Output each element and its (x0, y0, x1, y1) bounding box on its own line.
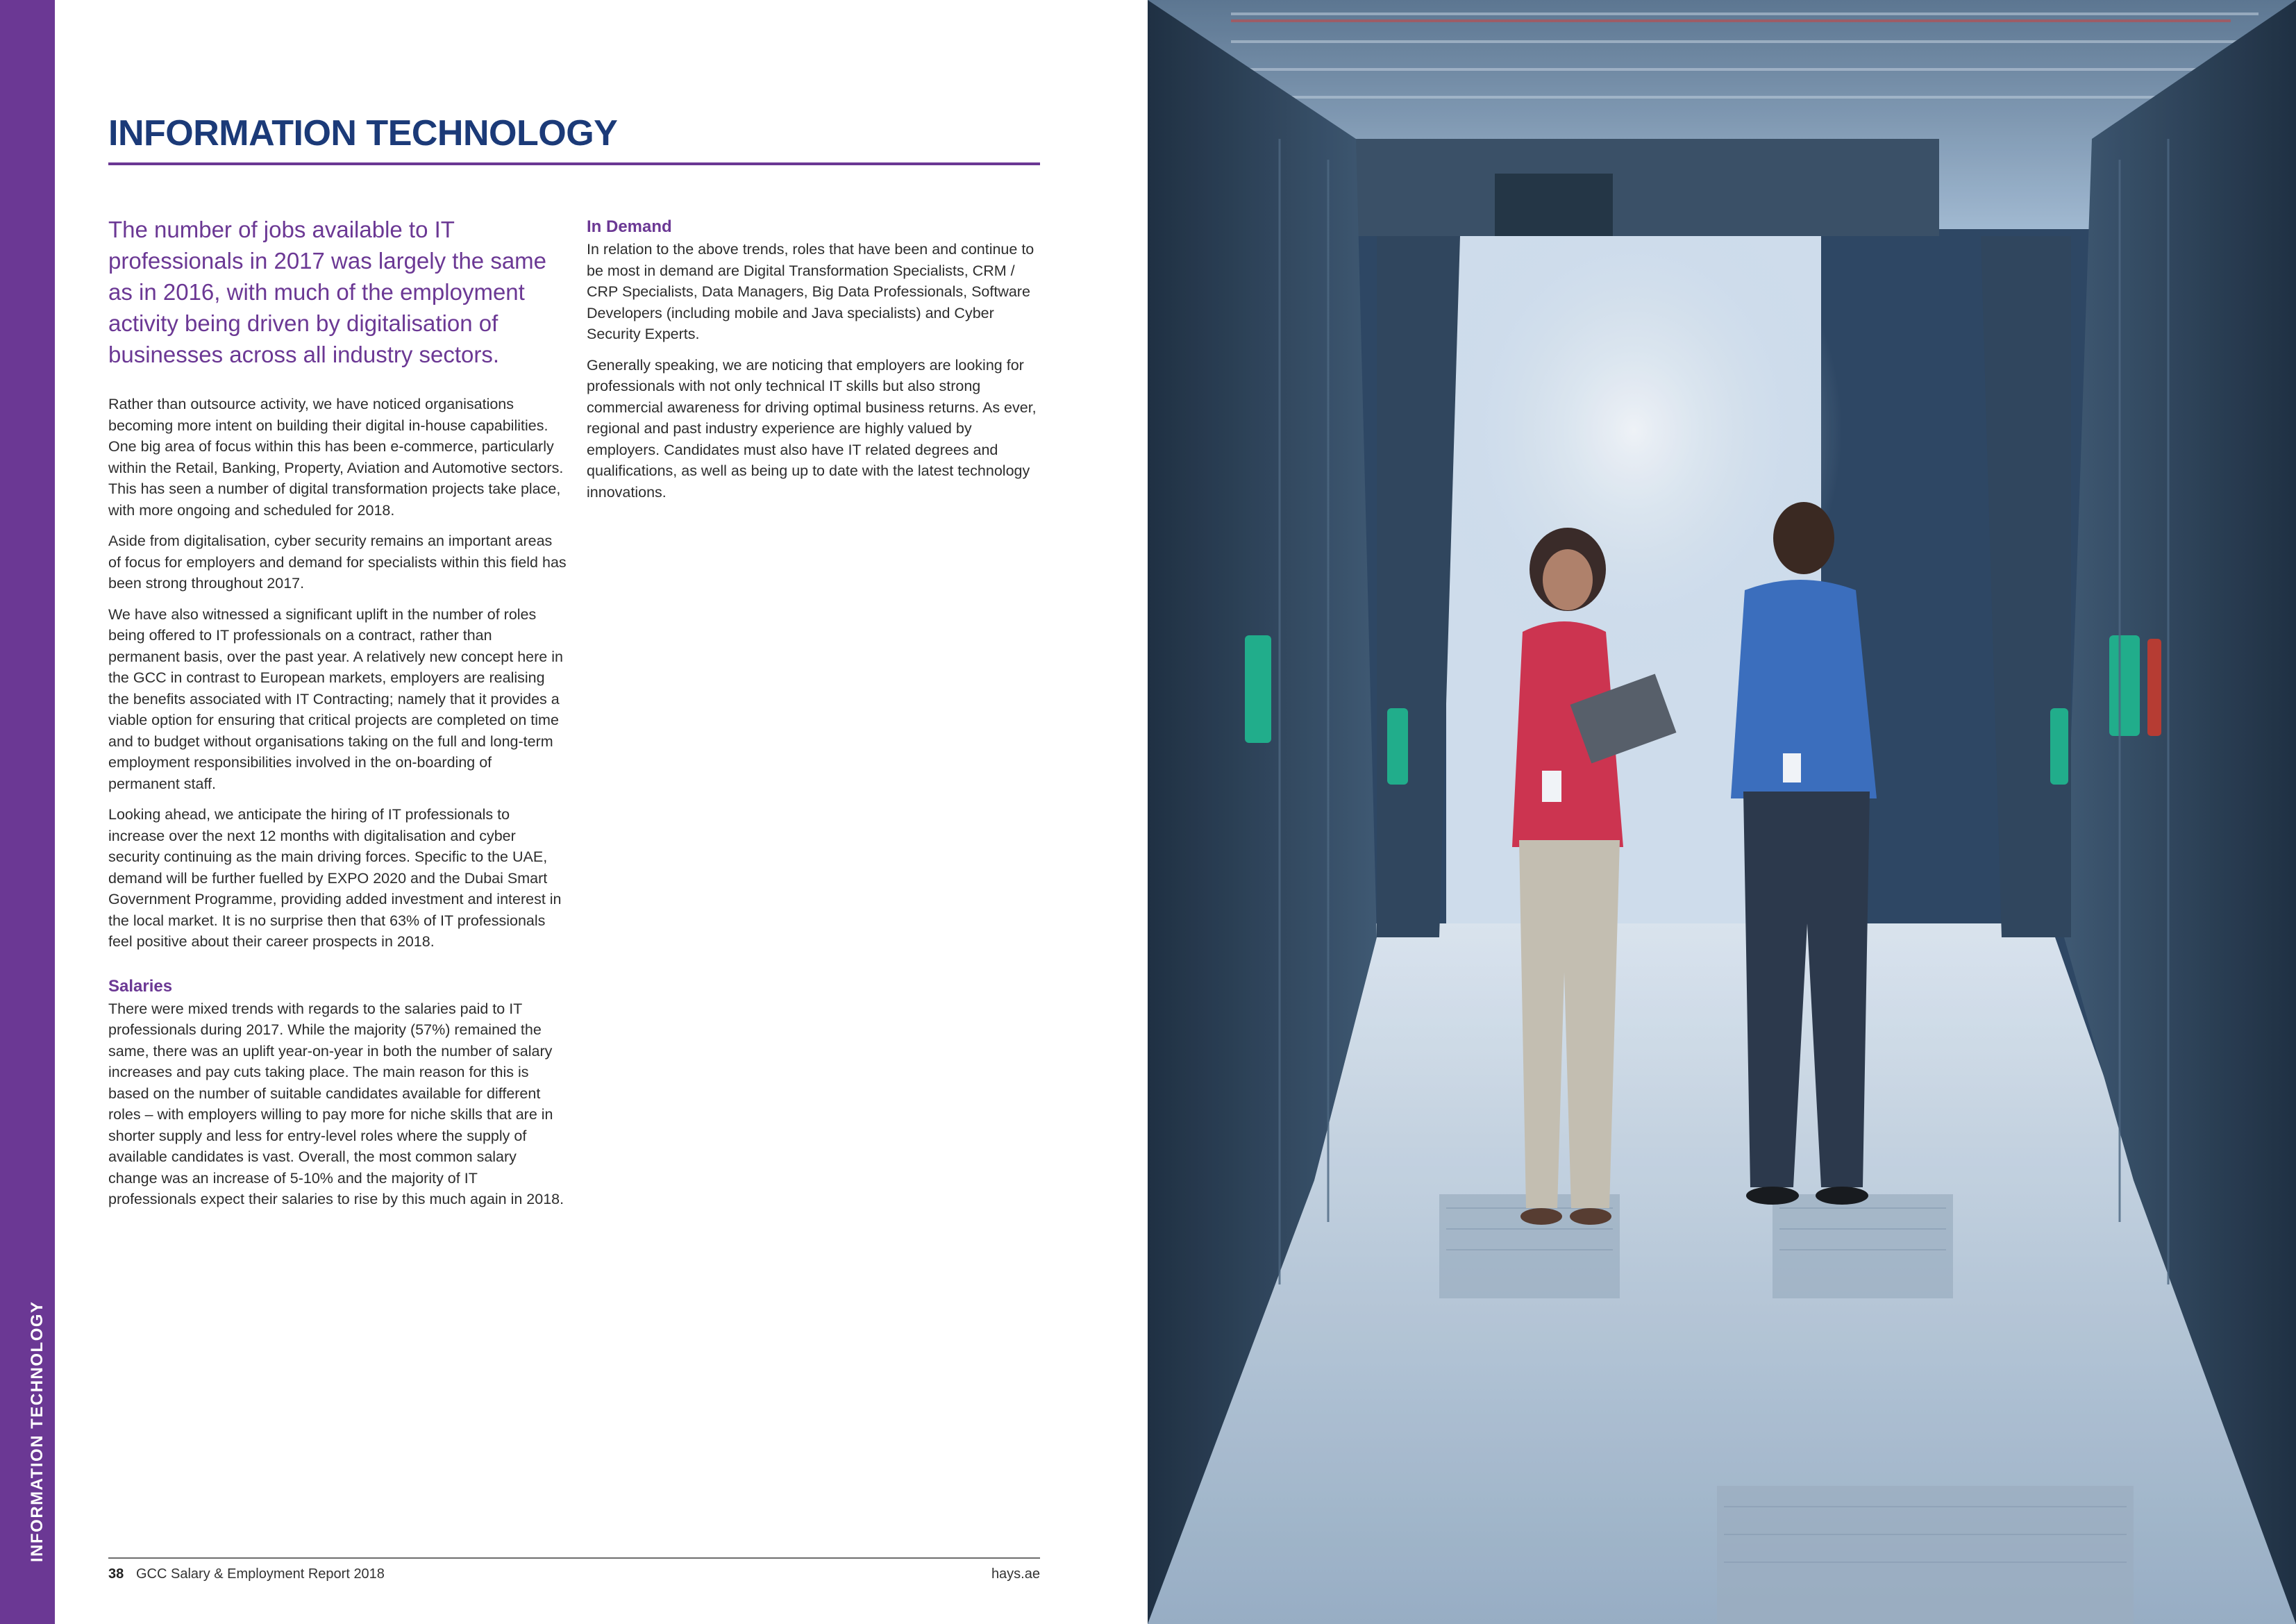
title-divider (108, 162, 1040, 165)
website-link[interactable]: hays.ae (991, 1566, 1040, 1582)
in-demand-paragraph: Generally speaking, we are noticing that employers are looking for professionals with not only technical IT skills but also strong commercial awareness for driving optimal business returns. As ever, regional and past industry experience are highly valued by employers. Candidates must also have IT related degrees and qualifications, as well as being up to date with the latest technology innovations. (587, 356, 1037, 501)
body-paragraph: We have also witnessed a significant uplift in the number of roles being offered to IT professionals on a contract, rather than permanent basis, over the past year. A relatively new concept here in the GCC in contrast to European markets, employers are realising the benefits associated with IT Contracting; namely that it provides a viable option for ensuring that critical projects are completed on time and to budget without organisations taking on the full and long-term employment responsibilities involved in the on-boarding of permanent staff. (108, 605, 563, 792)
body-paragraph: Looking ahead, we anticipate the hiring of IT professionals to increase over the next 12 months with digitalisation and cyber security continuing as the main driving forces. Specific to the UAE, demand will be further fuelled by EXPO 2020 and the Dubai Smart Government Programme, providing added investment and interest in the local market. It is no surprise then that 63% of IT professionals feel positive about their career prospects in 2018. (108, 806, 562, 950)
in-demand-heading: In Demand (587, 217, 672, 236)
body-paragraph: Rather than outsource activity, we have noticed organisations becoming more intent on building their digital in-house capabilities. One big area of focus within this has been e-commerce, particularly within the Retail, Banking, Property, Aviation and Automotive sectors. This has seen a number of digital transformation projects take place, with more ongoing and scheduled for 2018. (108, 396, 564, 519)
data-center-photo (1148, 0, 2296, 1624)
side-band (0, 0, 55, 1624)
intro-paragraph: The number of jobs available to IT professionals in 2017 was largely the same as in 2016, with much of the employment activity being driven by digitalisation of businesses across all industry sectors. (108, 217, 547, 367)
page-number: 38 (108, 1566, 124, 1582)
salaries-heading: Salaries (108, 976, 173, 996)
in-demand-paragraph: In relation to the above trends, roles that have been and continue to be most in demand are Digital Transformation Specialists, CRM / CRP Specialists, Data Managers, Big Data Professionals, Software Developers (including mobile and Java specialists) and Cyber Security Experts. (587, 241, 1034, 342)
salaries-paragraph: There were mixed trends with regards to the salaries paid to IT professionals during 2017. While the majority (57%) remained the same, there was an uplift year-on-year in both the number of salary increases and pay cuts taking place. The main reason for this is based on the number of suitable candidates available for different roles – with employers willing to pay more for niche skills that are in shorter supply and less for entry-level roles where the supply of available candidates is vast. Overall, the most common salary change was an increase of 5-10% and the majority of IT professionals expect their salaries to rise by this much again in 2018. (108, 1000, 564, 1207)
right-column (587, 217, 1045, 512)
side-tab-label: INFORMATION TECHNOLOGY (28, 1300, 47, 1562)
report-title: GCC Salary & Employment Report 2018 (136, 1566, 385, 1582)
page-title: INFORMATION TECHNOLOGY (108, 113, 618, 153)
left-column (108, 214, 567, 1220)
footer-divider (108, 1557, 1040, 1559)
body-paragraph: Aside from digitalisation, cyber security remains an important areas of focus for employers and demand for specialists within this field has been strong throughout 2017. (108, 533, 567, 592)
